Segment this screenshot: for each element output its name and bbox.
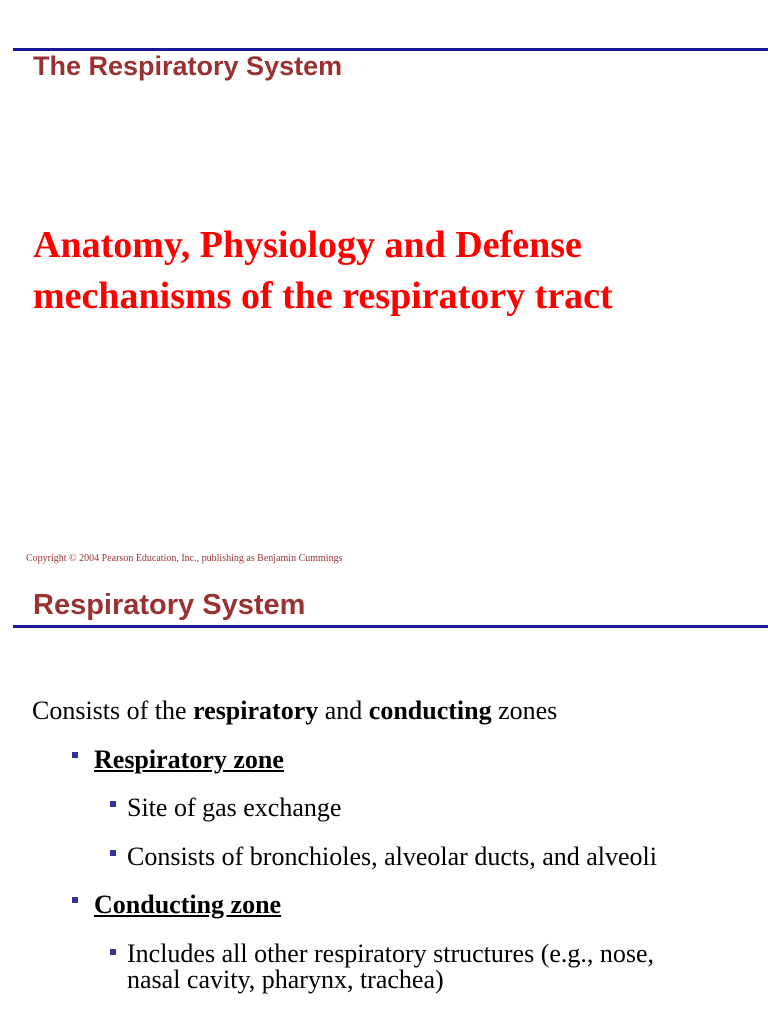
square-bullet-icon bbox=[110, 801, 116, 807]
square-bullet-icon bbox=[110, 949, 116, 955]
zone-label-respiratory: Respiratory zone bbox=[94, 745, 284, 774]
intro-bold-respiratory: respiratory bbox=[193, 696, 319, 725]
title-line-1: Anatomy, Physiology and Defense bbox=[33, 224, 582, 266]
zone-item: Site of gas exchange bbox=[127, 793, 342, 822]
zone-item-line-2: nasal cavity, pharynx, trachea) bbox=[127, 965, 444, 994]
zone-item bbox=[127, 941, 654, 993]
header-rule bbox=[13, 625, 768, 628]
copyright-notice: Copyright © 2004 Pearson Education, Inc., publishing as Benjamin Cummings bbox=[26, 553, 343, 564]
slide1-header: The Respiratory System bbox=[33, 51, 343, 81]
list-item bbox=[110, 842, 657, 872]
list-item bbox=[110, 793, 341, 823]
zone-label-conducting: Conducting zone bbox=[94, 890, 282, 919]
square-bullet-icon bbox=[72, 897, 78, 903]
intro-bold-conducting: conducting bbox=[368, 696, 492, 725]
zone-item: Consists of bronchioles, alveolar ducts, and alveoli bbox=[127, 842, 658, 871]
list-item bbox=[72, 745, 284, 775]
zone-item-line-1: Includes all other respiratory structures (e.g., nose, bbox=[127, 939, 655, 968]
title-line-2: mechanisms of the respiratory tract bbox=[33, 275, 613, 317]
intro-pre: Consists of the bbox=[32, 696, 194, 725]
list-item bbox=[110, 941, 654, 995]
list-item bbox=[72, 890, 281, 920]
intro-sentence bbox=[32, 696, 557, 726]
square-bullet-icon bbox=[72, 752, 78, 758]
intro-mid: and bbox=[318, 696, 369, 725]
slide1-title bbox=[33, 220, 753, 322]
square-bullet-icon bbox=[110, 850, 116, 856]
slide2-header: Respiratory System bbox=[33, 589, 306, 621]
intro-post: zones bbox=[491, 696, 558, 725]
